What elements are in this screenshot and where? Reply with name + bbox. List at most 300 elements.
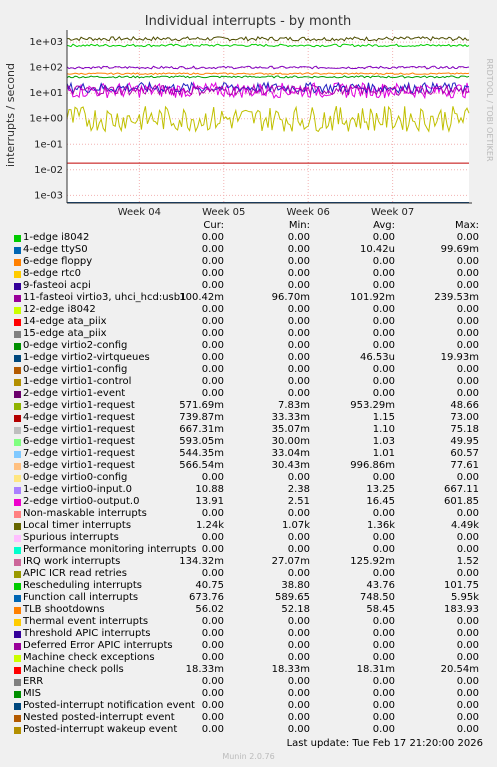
legend-min: 0.00 xyxy=(287,688,310,699)
legend-avg: 0.00 xyxy=(372,376,395,387)
legend-row xyxy=(0,316,497,328)
legend-avg: 0.00 xyxy=(372,544,395,555)
legend-cur: 0.00 xyxy=(201,568,224,579)
legend-row xyxy=(0,616,497,628)
y-tick-label: 1e+01 xyxy=(29,88,63,100)
legend-max: 0.00 xyxy=(456,316,479,327)
legend-avg: 0.00 xyxy=(372,628,395,639)
legend-row xyxy=(0,496,497,508)
legend-swatch xyxy=(14,487,21,494)
legend-swatch xyxy=(14,319,21,326)
legend-min: 35.07m xyxy=(271,424,310,435)
munin-version: Munin 2.0.76 xyxy=(222,752,275,761)
legend-cur: 0.00 xyxy=(201,328,224,339)
legend-swatch xyxy=(14,715,21,722)
legend-min: 0.00 xyxy=(287,364,310,375)
legend-swatch xyxy=(14,559,21,566)
legend-min: 30.00m xyxy=(271,436,310,447)
legend-row xyxy=(0,520,497,532)
legend-row xyxy=(0,244,497,256)
legend-min: 0.00 xyxy=(287,328,310,339)
legend-cur: 0.00 xyxy=(201,700,224,711)
legend-avg: 101.92m xyxy=(350,292,395,303)
legend-row xyxy=(0,712,497,724)
legend-label: Machine check exceptions xyxy=(23,652,155,663)
legend-max: 75.18 xyxy=(450,424,479,435)
legend-swatch xyxy=(14,331,21,338)
legend-cur: 134.32m xyxy=(179,556,224,567)
legend-cur: 0.00 xyxy=(201,256,224,267)
legend-avg: 0.00 xyxy=(372,280,395,291)
legend-max: 73.00 xyxy=(450,412,479,423)
legend-avg: 58.45 xyxy=(366,604,395,615)
legend-max: 0.00 xyxy=(456,364,479,375)
legend-row xyxy=(0,388,497,400)
legend-min: 0.00 xyxy=(287,268,310,279)
legend-label: 1-edge virtio1-control xyxy=(23,376,132,387)
legend-max: 0.00 xyxy=(456,712,479,723)
legend-max: 0.00 xyxy=(456,280,479,291)
legend-cur: 0.00 xyxy=(201,376,224,387)
legend-max: 0.00 xyxy=(456,376,479,387)
legend-label: IRQ work interrupts xyxy=(23,556,121,567)
legend-swatch xyxy=(14,403,21,410)
legend-row xyxy=(0,328,497,340)
legend-min: 0.00 xyxy=(287,544,310,555)
legend-row xyxy=(0,436,497,448)
legend-header xyxy=(0,220,497,232)
legend-min: 0.00 xyxy=(287,280,310,291)
legend-min: 0.00 xyxy=(287,568,310,579)
legend-swatch xyxy=(14,535,21,542)
legend-cur: 0.00 xyxy=(201,232,224,243)
legend-label: 14-edge ata_piix xyxy=(23,316,107,327)
legend-min: 18.33m xyxy=(271,664,310,675)
legend-label: 6-edge virtio1-request xyxy=(23,436,135,447)
legend-cur: 0.00 xyxy=(201,724,224,735)
legend-avg: 18.31m xyxy=(356,664,395,675)
legend-label: 7-edge virtio1-request xyxy=(23,448,135,459)
legend-cur: 100.42m xyxy=(179,292,224,303)
legend-min: 0.00 xyxy=(287,532,310,543)
legend-row xyxy=(0,640,497,652)
legend-swatch xyxy=(14,415,21,422)
legend-row xyxy=(0,580,497,592)
legend-row xyxy=(0,472,497,484)
header-avg: Avg: xyxy=(373,220,395,231)
legend-swatch xyxy=(14,343,21,350)
legend-min: 0.00 xyxy=(287,472,310,483)
legend-cur: 0.00 xyxy=(201,352,224,363)
legend-row xyxy=(0,700,497,712)
legend-max: 60.57 xyxy=(450,448,479,459)
legend-swatch xyxy=(14,439,21,446)
legend-swatch xyxy=(14,571,21,578)
legend-cur: 0.00 xyxy=(201,268,224,279)
legend-swatch xyxy=(14,583,21,590)
legend-avg: 125.92m xyxy=(350,556,395,567)
legend-swatch xyxy=(14,547,21,554)
legend-swatch xyxy=(14,643,21,650)
legend-max: 0.00 xyxy=(456,544,479,555)
legend-min: 2.51 xyxy=(287,496,310,507)
x-tick-label: Week 06 xyxy=(286,207,330,218)
legend-cur: 0.00 xyxy=(201,244,224,255)
legend-row xyxy=(0,448,497,460)
legend-min: 0.00 xyxy=(287,628,310,639)
legend-swatch xyxy=(14,619,21,626)
legend-swatch xyxy=(14,511,21,518)
legend-avg: 0.00 xyxy=(372,676,395,687)
legend-avg: 0.00 xyxy=(372,724,395,735)
legend-min: 0.00 xyxy=(287,340,310,351)
legend-min: 7.83m xyxy=(277,400,310,411)
legend-cur: 673.76 xyxy=(189,592,224,603)
legend-swatch xyxy=(14,427,21,434)
legend-row xyxy=(0,484,497,496)
y-tick-label: 1e-03 xyxy=(34,190,63,202)
legend-row xyxy=(0,292,497,304)
legend-cur: 10.88 xyxy=(195,484,224,495)
legend-min: 0.00 xyxy=(287,712,310,723)
legend-avg: 0.00 xyxy=(372,472,395,483)
x-tick-label: Week 04 xyxy=(117,207,162,218)
legend-row xyxy=(0,568,497,580)
legend-cur: 0.00 xyxy=(201,688,224,699)
legend-label: ERR xyxy=(23,676,44,687)
legend-max: 0.00 xyxy=(456,688,479,699)
legend-cur: 0.00 xyxy=(201,472,224,483)
legend-label: 1-edge virtio0-input.0 xyxy=(23,484,133,495)
legend-max: 0.00 xyxy=(456,616,479,627)
legend-cur: 18.33m xyxy=(185,664,224,675)
legend-label: 11-fasteoi virtio3, uhci_hcd:usb1 xyxy=(23,292,187,303)
legend-cur: 739.87m xyxy=(179,412,224,423)
legend-label: Posted-interrupt wakeup event xyxy=(23,724,178,735)
legend-row xyxy=(0,376,497,388)
legend-swatch xyxy=(14,727,21,734)
legend-label: Nested posted-interrupt event xyxy=(23,712,175,723)
legend-min: 0.00 xyxy=(287,244,310,255)
legend-cur: 0.00 xyxy=(201,616,224,627)
legend xyxy=(0,220,497,736)
legend-max: 0.00 xyxy=(456,532,479,543)
legend-row xyxy=(0,604,497,616)
legend-avg: 0.00 xyxy=(372,640,395,651)
legend-min: 0.00 xyxy=(287,676,310,687)
legend-max: 77.61 xyxy=(450,460,479,471)
legend-max: 0.00 xyxy=(456,268,479,279)
legend-min: 2.38 xyxy=(287,484,310,495)
legend-min: 0.00 xyxy=(287,640,310,651)
legend-cur: 544.35m xyxy=(179,448,224,459)
legend-avg: 0.00 xyxy=(372,232,395,243)
rrdtool-credit: RRDTOOL / TOBI OETIKER xyxy=(485,58,494,162)
legend-min: 0.00 xyxy=(287,388,310,399)
legend-swatch xyxy=(14,475,21,482)
legend-min: 33.04m xyxy=(271,448,310,459)
legend-row xyxy=(0,412,497,424)
legend-max: 667.11 xyxy=(444,484,479,495)
legend-label: 3-edge virtio1-request xyxy=(23,400,135,411)
legend-cur: 56.02 xyxy=(195,604,224,615)
legend-label: 2-edge virtio1-event xyxy=(23,388,126,399)
legend-row xyxy=(0,340,497,352)
legend-swatch xyxy=(14,235,21,242)
legend-min: 0.00 xyxy=(287,304,310,315)
legend-label: 5-edge virtio1-request xyxy=(23,424,135,435)
legend-swatch xyxy=(14,607,21,614)
legend-cur: 0.00 xyxy=(201,388,224,399)
legend-swatch xyxy=(14,259,21,266)
legend-min: 589.65 xyxy=(275,592,310,603)
legend-min: 1.07k xyxy=(281,520,310,531)
legend-row xyxy=(0,352,497,364)
legend-max: 48.66 xyxy=(450,400,479,411)
y-tick-label: 1e+00 xyxy=(29,113,63,125)
legend-max: 5.95k xyxy=(450,592,479,603)
legend-max: 1.52 xyxy=(456,556,479,567)
legend-label: TLB shootdowns xyxy=(23,604,105,615)
legend-max: 183.93 xyxy=(444,604,479,615)
legend-max: 4.49k xyxy=(450,520,479,531)
legend-avg: 0.00 xyxy=(372,508,395,519)
legend-label: 0-edge virtio1-config xyxy=(23,364,128,375)
legend-avg: 0.00 xyxy=(372,388,395,399)
legend-label: Function call interrupts xyxy=(23,592,139,603)
legend-max: 99.69m xyxy=(440,244,479,255)
legend-swatch xyxy=(14,355,21,362)
legend-min: 0.00 xyxy=(287,232,310,243)
y-axis-label: interrupts / second xyxy=(4,63,17,167)
legend-max: 0.00 xyxy=(456,652,479,663)
legend-cur: 571.69m xyxy=(179,400,224,411)
legend-row xyxy=(0,268,497,280)
legend-cur: 13.91 xyxy=(195,496,224,507)
chart-title: Individual interrupts - by month xyxy=(144,14,352,29)
y-tick-label: 1e-01 xyxy=(34,139,63,151)
legend-rows xyxy=(0,232,497,736)
legend-row xyxy=(0,280,497,292)
legend-max: 0.00 xyxy=(456,256,479,267)
legend-max: 20.54m xyxy=(440,664,479,675)
y-tick-label: 1e+02 xyxy=(29,62,63,74)
legend-row xyxy=(0,544,497,556)
legend-label: Thermal event interrupts xyxy=(23,616,149,627)
legend-min: 0.00 xyxy=(287,508,310,519)
legend-row xyxy=(0,364,497,376)
legend-row xyxy=(0,256,497,268)
legend-row xyxy=(0,508,497,520)
legend-avg: 13.25 xyxy=(366,484,395,495)
legend-label: 1-edge i8042 xyxy=(23,232,90,243)
legend-row xyxy=(0,664,497,676)
legend-swatch xyxy=(14,451,21,458)
legend-row xyxy=(0,460,497,472)
legend-min: 0.00 xyxy=(287,316,310,327)
legend-row xyxy=(0,424,497,436)
legend-label: Non-maskable interrupts xyxy=(23,508,147,519)
legend-row xyxy=(0,532,497,544)
legend-max: 0.00 xyxy=(456,304,479,315)
legend-label: 8-edge virtio1-request xyxy=(23,460,135,471)
legend-swatch xyxy=(14,655,21,662)
legend-max: 0.00 xyxy=(456,232,479,243)
legend-swatch xyxy=(14,247,21,254)
legend-label: 8-edge rtc0 xyxy=(23,268,82,279)
legend-avg: 0.00 xyxy=(372,652,395,663)
legend-avg: 0.00 xyxy=(372,688,395,699)
legend-max: 601.85 xyxy=(444,496,479,507)
legend-swatch xyxy=(14,523,21,530)
legend-swatch xyxy=(14,667,21,674)
legend-min: 0.00 xyxy=(287,616,310,627)
legend-cur: 1.24k xyxy=(195,520,224,531)
legend-cur: 0.00 xyxy=(201,628,224,639)
legend-label: Threshold APIC interrupts xyxy=(23,628,151,639)
legend-avg: 43.76 xyxy=(366,580,395,591)
legend-label: 0-edge virtio2-config xyxy=(23,340,128,351)
legend-swatch xyxy=(14,631,21,638)
legend-label: 2-edge virtio0-output.0 xyxy=(23,496,140,507)
legend-max: 0.00 xyxy=(456,328,479,339)
legend-min: 38.80 xyxy=(281,580,310,591)
legend-row xyxy=(0,556,497,568)
legend-avg: 0.00 xyxy=(372,268,395,279)
legend-min: 33.33m xyxy=(271,412,310,423)
legend-swatch xyxy=(14,679,21,686)
legend-min: 0.00 xyxy=(287,352,310,363)
legend-cur: 0.00 xyxy=(201,712,224,723)
legend-avg: 1.01 xyxy=(372,448,395,459)
legend-swatch xyxy=(14,463,21,470)
y-tick-label: 1e+03 xyxy=(29,37,63,49)
legend-cur: 40.75 xyxy=(195,580,224,591)
legend-cur: 0.00 xyxy=(201,316,224,327)
legend-avg: 46.53u xyxy=(360,352,395,363)
legend-avg: 0.00 xyxy=(372,532,395,543)
legend-label: MIS xyxy=(23,688,41,699)
legend-cur: 566.54m xyxy=(179,460,224,471)
legend-avg: 1.36k xyxy=(366,520,395,531)
legend-row xyxy=(0,400,497,412)
legend-label: Rescheduling interrupts xyxy=(23,580,143,591)
legend-label: 9-fasteoi acpi xyxy=(23,280,91,291)
legend-label: Performance monitoring interrupts xyxy=(23,544,197,555)
legend-avg: 0.00 xyxy=(372,256,395,267)
legend-cur: 0.00 xyxy=(201,364,224,375)
legend-swatch xyxy=(14,367,21,374)
header-max: Max: xyxy=(454,220,479,231)
legend-avg: 953.29m xyxy=(350,400,395,411)
legend-avg: 0.00 xyxy=(372,316,395,327)
legend-avg: 0.00 xyxy=(372,328,395,339)
legend-label: Spurious interrupts xyxy=(23,532,119,543)
legend-row xyxy=(0,232,497,244)
legend-min: 96.70m xyxy=(271,292,310,303)
legend-swatch xyxy=(14,295,21,302)
legend-swatch xyxy=(14,307,21,314)
legend-avg: 0.00 xyxy=(372,364,395,375)
legend-label: Machine check polls xyxy=(23,664,124,675)
legend-swatch xyxy=(14,595,21,602)
legend-cur: 0.00 xyxy=(201,508,224,519)
legend-row xyxy=(0,676,497,688)
legend-max: 49.95 xyxy=(450,436,479,447)
legend-max: 0.00 xyxy=(456,628,479,639)
legend-cur: 0.00 xyxy=(201,304,224,315)
legend-avg: 0.00 xyxy=(372,616,395,627)
legend-swatch xyxy=(14,703,21,710)
legend-cur: 593.05m xyxy=(179,436,224,447)
legend-row xyxy=(0,688,497,700)
x-tick-label: Week 05 xyxy=(202,207,246,218)
legend-cur: 0.00 xyxy=(201,652,224,663)
header-cur: Cur: xyxy=(203,220,224,231)
legend-row xyxy=(0,628,497,640)
legend-max: 239.53m xyxy=(434,292,479,303)
legend-avg: 0.00 xyxy=(372,700,395,711)
legend-min: 30.43m xyxy=(271,460,310,471)
legend-min: 52.18 xyxy=(281,604,310,615)
legend-avg: 0.00 xyxy=(372,340,395,351)
legend-max: 0.00 xyxy=(456,472,479,483)
legend-cur: 0.00 xyxy=(201,280,224,291)
legend-max: 0.00 xyxy=(456,508,479,519)
legend-swatch xyxy=(14,391,21,398)
legend-max: 0.00 xyxy=(456,388,479,399)
legend-min: 27.07m xyxy=(271,556,310,567)
legend-max: 0.00 xyxy=(456,700,479,711)
legend-max: 0.00 xyxy=(456,568,479,579)
legend-max: 101.75 xyxy=(444,580,479,591)
legend-label: Posted-interrupt notification event xyxy=(23,700,195,711)
legend-row xyxy=(0,304,497,316)
legend-min: 0.00 xyxy=(287,652,310,663)
legend-cur: 0.00 xyxy=(201,676,224,687)
legend-cur: 0.00 xyxy=(201,532,224,543)
legend-row xyxy=(0,724,497,736)
last-update: Last update: Tue Feb 17 21:20:00 2026 xyxy=(286,738,483,749)
legend-swatch xyxy=(14,499,21,506)
legend-avg: 0.00 xyxy=(372,304,395,315)
legend-label: 4-edge ttyS0 xyxy=(23,244,88,255)
legend-min: 0.00 xyxy=(287,376,310,387)
x-tick-label: Week 07 xyxy=(370,207,415,218)
interrupts-chart xyxy=(0,0,497,220)
legend-label: Deferred Error APIC interrupts xyxy=(23,640,173,651)
legend-avg: 1.03 xyxy=(372,436,395,447)
legend-avg: 1.15 xyxy=(372,412,395,423)
legend-min: 0.00 xyxy=(287,256,310,267)
legend-swatch xyxy=(14,271,21,278)
legend-row xyxy=(0,592,497,604)
y-tick-label: 1e-02 xyxy=(34,164,63,176)
legend-swatch xyxy=(14,379,21,386)
legend-cur: 667.31m xyxy=(179,424,224,435)
legend-label: 12-edge i8042 xyxy=(23,304,96,315)
legend-avg: 996.86m xyxy=(350,460,395,471)
legend-swatch xyxy=(14,283,21,290)
legend-avg: 16.45 xyxy=(366,496,395,507)
legend-avg: 10.42u xyxy=(360,244,395,255)
legend-cur: 0.00 xyxy=(201,640,224,651)
legend-avg: 0.00 xyxy=(372,712,395,723)
legend-avg: 0.00 xyxy=(372,568,395,579)
legend-label: 0-edge virtio0-config xyxy=(23,472,128,483)
legend-avg: 1.10 xyxy=(372,424,395,435)
legend-label: APIC ICR read retries xyxy=(23,568,127,579)
